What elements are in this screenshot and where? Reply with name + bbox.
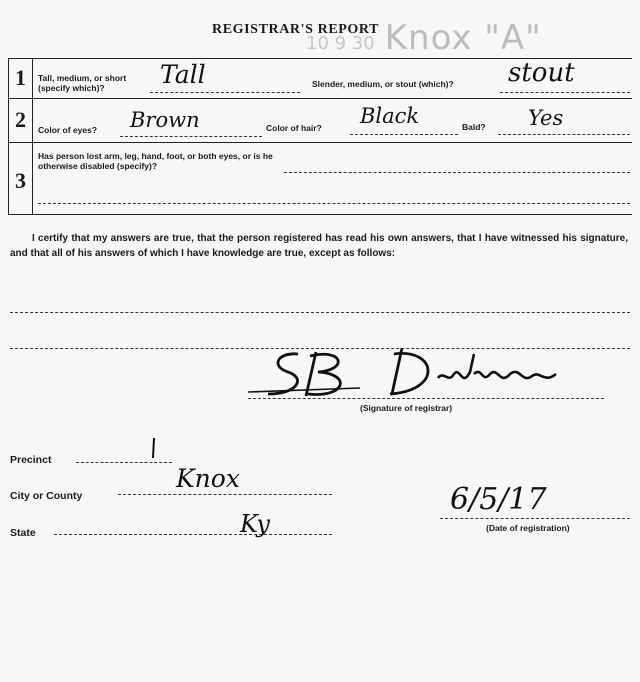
registrar-signature <box>248 344 588 404</box>
number-column-border <box>32 58 33 214</box>
exception-line-1 <box>10 312 630 313</box>
signature-caption: (Signature of registrar) <box>360 403 453 413</box>
precinct-mark <box>148 436 160 462</box>
height-answer-line <box>150 92 300 93</box>
row-divider-2 <box>8 142 632 143</box>
precinct-label: Precinct <box>10 454 52 466</box>
registration-date: 6/5/17 <box>450 482 547 517</box>
hair-color-answer: Black <box>360 104 420 128</box>
form-title: REGISTRAR'S REPORT <box>212 22 380 37</box>
build-label: Slender, medium, or stout (which)? <box>312 79 454 89</box>
signature-line <box>248 398 604 399</box>
bald-label: Bald? <box>462 122 486 132</box>
state-label: State <box>10 527 36 539</box>
eye-color-answer: Brown <box>130 108 200 132</box>
height-answer: Tall <box>160 60 206 89</box>
city-label: City or County <box>10 490 83 502</box>
hair-color-label: Color of hair? <box>266 123 322 133</box>
hair-color-line <box>350 134 458 135</box>
state-value: Ky <box>240 510 270 538</box>
bald-line <box>498 134 630 135</box>
archive-stamp <box>306 18 542 58</box>
city-line <box>118 494 332 495</box>
bald-answer: Yes <box>528 106 564 130</box>
city-value: Knox <box>176 464 240 493</box>
certification-text: I certify that my answers are true, that the person registered has read his own answers, that I have witnessed his signature, and that all of his answers of which I have knowledge are true, except as follows: <box>10 233 628 259</box>
eye-color-line <box>120 136 262 137</box>
row-number: 3 <box>15 168 26 193</box>
disability-label: Has person lost arm, leg, hand, foot, or both eyes, or is he otherwise disabled (specify)? <box>38 151 273 171</box>
disability-line-2 <box>38 203 630 204</box>
stamp-number: 10 9 30 <box>306 33 375 54</box>
disability-line-1 <box>284 172 630 173</box>
date-line <box>440 518 630 519</box>
precinct-line <box>76 462 172 463</box>
row-divider-1 <box>8 98 632 99</box>
height-label: Tall, medium, or short (specify which)? <box>38 73 127 93</box>
table-left-border <box>8 58 9 214</box>
table-bottom-border <box>8 214 632 215</box>
row-number: 1 <box>15 65 26 90</box>
stamp-text: Knox "A" <box>384 18 542 58</box>
state-line <box>54 534 332 535</box>
row-number: 2 <box>15 107 26 132</box>
build-answer: stout <box>508 58 575 88</box>
eye-color-label: Color of eyes? <box>38 125 98 135</box>
build-answer-line <box>500 92 630 93</box>
date-caption: (Date of registration) <box>486 523 570 533</box>
